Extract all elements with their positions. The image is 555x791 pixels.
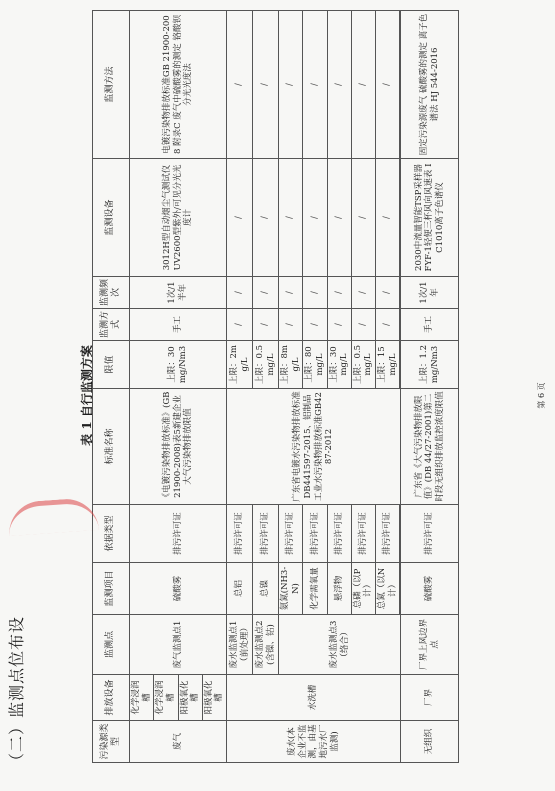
item-cell: 硫酸雾 bbox=[130, 563, 227, 615]
basis-cell: 排污许可证 bbox=[351, 505, 375, 563]
method-cell: / bbox=[279, 11, 303, 159]
table-caption: 表 1 自行监测方案 bbox=[80, 345, 94, 446]
item-cell: 总磷（以P计） bbox=[351, 563, 375, 615]
basis-cell: 排污许可证 bbox=[227, 505, 253, 563]
basis-cell: 排污许可证 bbox=[327, 505, 351, 563]
method-cell: / bbox=[351, 11, 375, 159]
section-title: （二）监测点位布设 bbox=[7, 615, 26, 769]
mode-cell: / bbox=[303, 309, 327, 341]
device-cell: / bbox=[351, 159, 375, 277]
item-cell: 化学需氧量 bbox=[303, 563, 327, 615]
method-cell: / bbox=[327, 11, 351, 159]
frequency-cell: 1次/1半年 bbox=[130, 277, 227, 309]
table-row bbox=[401, 11, 459, 763]
frequency-cell: / bbox=[327, 277, 351, 309]
header-cell: 监测方式 bbox=[93, 309, 130, 341]
limit-cell: 上限：30mg/L bbox=[327, 341, 351, 389]
method-cell: / bbox=[303, 11, 327, 159]
device-cell: / bbox=[227, 159, 253, 277]
method-cell: 固定污染源废气 硫酸雾的测定 离子色谱法 HJ 544-2016 bbox=[401, 11, 459, 159]
limit-cell: 上限：80mg/L bbox=[303, 341, 327, 389]
mode-cell: / bbox=[227, 309, 253, 341]
method-cell: 电镀污染物排放标准GB 21900-2008 附录C 废气中硫酸雾的测定 铬酸钡分光光度法 bbox=[130, 11, 227, 159]
monitoring-point-cell: 废气监测点1 bbox=[130, 615, 227, 675]
frequency-cell: 1次/1年 bbox=[401, 277, 459, 309]
basis-cell: 排污许可证 bbox=[376, 505, 400, 563]
limit-cell: 上限：0.5mg/L bbox=[351, 341, 375, 389]
basis-cell: 排污许可证 bbox=[401, 505, 459, 563]
table-header-row bbox=[93, 11, 130, 763]
mode-cell: / bbox=[351, 309, 375, 341]
header-cell: 标准名称 bbox=[93, 389, 130, 505]
mode-cell: / bbox=[253, 309, 279, 341]
monitoring-point-cell: 废水监测点1（前处理） bbox=[227, 615, 253, 675]
item-cell: 总镍 bbox=[253, 563, 279, 615]
header-cell: 监测频次 bbox=[93, 277, 130, 309]
equipment-cell: 化学浸润槽 bbox=[154, 675, 178, 721]
item-cell: 悬浮物 bbox=[327, 563, 351, 615]
method-cell: / bbox=[253, 11, 279, 159]
equipment-cell: 化学浸润槽 bbox=[130, 675, 154, 721]
limit-cell: 上限：2mg/L bbox=[227, 341, 253, 389]
item-cell: 氨氮(NH3-N) bbox=[279, 563, 303, 615]
standard-cell: 《电镀污染物排放标准》(GB21900-2008)表5新建企业大气污染物排放限值 bbox=[130, 389, 227, 505]
header-cell: 限值 bbox=[93, 341, 130, 389]
header-cell: 排放设备 bbox=[93, 675, 130, 721]
monitoring-point-cell: 厂界上风边界点 bbox=[401, 615, 459, 675]
basis-cell: 排污许可证 bbox=[303, 505, 327, 563]
header-cell: 监测设备 bbox=[93, 159, 130, 277]
mode-cell: / bbox=[279, 309, 303, 341]
equipment-cell: 厂界 bbox=[401, 675, 459, 721]
basis-cell: 排污许可证 bbox=[279, 505, 303, 563]
item-cell: 总铝 bbox=[227, 563, 253, 615]
device-cell: / bbox=[327, 159, 351, 277]
device-cell: 2030中流量智能TSP采样器 FYF-1轻便三杯风向风速表 IC1010离子色谱仪 bbox=[401, 159, 459, 277]
limit-cell: 上限：0.5mg/L bbox=[253, 341, 279, 389]
limit-cell: 上限：1.2mg/Nm3 bbox=[401, 341, 459, 389]
basis-cell: 排污许可证 bbox=[253, 505, 279, 563]
device-cell: / bbox=[303, 159, 327, 277]
frequency-cell: / bbox=[279, 277, 303, 309]
frequency-cell: / bbox=[303, 277, 327, 309]
source-type-cell: 废水(本企业不监测，由基地污水厂监测) bbox=[227, 721, 401, 763]
device-cell: / bbox=[253, 159, 279, 277]
mode-cell: / bbox=[376, 309, 400, 341]
method-cell: / bbox=[227, 11, 253, 159]
mode-cell: / bbox=[327, 309, 351, 341]
table-row bbox=[227, 11, 253, 763]
equipment-cell: 阳极氧化槽 bbox=[202, 675, 226, 721]
device-cell: / bbox=[279, 159, 303, 277]
device-cell: 3012H型自动烟尘气测试仪 UV2600型紫外/可见分光光度计 bbox=[130, 159, 227, 277]
item-cell: 总氮（以N计） bbox=[376, 563, 400, 615]
source-type-cell: 废气 bbox=[130, 721, 227, 763]
monitoring-point-cell: 废水监测点2(含镍、钴) bbox=[253, 615, 279, 675]
monitoring-plan-table bbox=[92, 10, 459, 763]
table-row bbox=[130, 11, 154, 763]
item-cell: 硫酸雾 bbox=[401, 563, 459, 615]
device-cell: / bbox=[376, 159, 400, 277]
frequency-cell: / bbox=[227, 277, 253, 309]
table-row bbox=[253, 11, 279, 763]
mode-cell: 手工 bbox=[401, 309, 459, 341]
equipment-cell: 阳极氧化槽 bbox=[178, 675, 202, 721]
page-number: 第 6 页 bbox=[537, 382, 546, 409]
standard-cell: 广东省电镀水污染物排放标准DB441597-2015、铝制品工业水污染物排放标准GB4287-2012 bbox=[227, 389, 401, 505]
header-cell: 污染源类型 bbox=[93, 721, 130, 763]
header-cell: 监测点 bbox=[93, 615, 130, 675]
frequency-cell: / bbox=[351, 277, 375, 309]
limit-cell: 上限：30mg/Nm3 bbox=[130, 341, 227, 389]
frequency-cell: / bbox=[253, 277, 279, 309]
header-cell: 依据类型 bbox=[93, 505, 130, 563]
method-cell: / bbox=[376, 11, 400, 159]
header-cell: 监测项目 bbox=[93, 563, 130, 615]
frequency-cell: / bbox=[376, 277, 400, 309]
basis-cell: 排污许可证 bbox=[130, 505, 227, 563]
limit-cell: 上限：8mg/L bbox=[279, 341, 303, 389]
standard-cell: 广东省《大气污染物排放限值》(DB 44/27-2001)第二时段无组织排放监控浓度限值 bbox=[401, 389, 459, 505]
mode-cell: 手工 bbox=[130, 309, 227, 341]
header-cell: 监测方法 bbox=[93, 11, 130, 159]
equipment-cell: 水洗槽 bbox=[227, 675, 401, 721]
limit-cell: 上限：15mg/L bbox=[376, 341, 400, 389]
monitoring-point-cell: 废水监测点3（络合） bbox=[279, 615, 401, 675]
source-type-cell: 无组织 bbox=[401, 721, 459, 763]
table-row bbox=[279, 11, 303, 763]
